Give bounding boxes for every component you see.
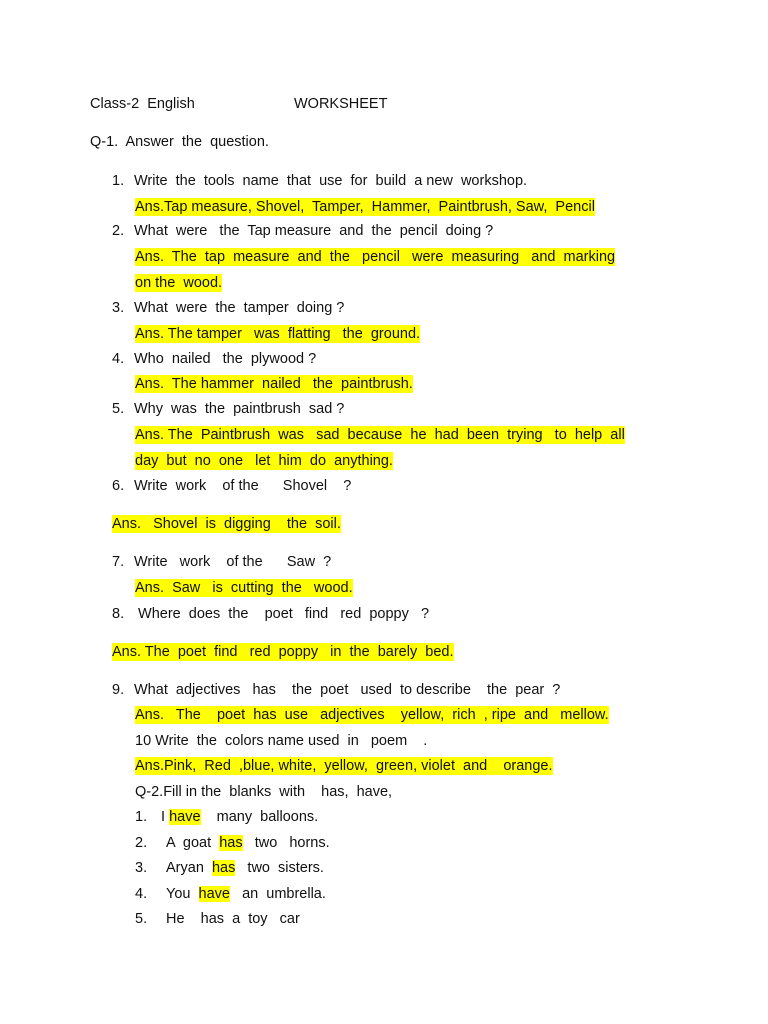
answer-2-line-2: on the wood.: [135, 275, 223, 291]
question-8: 8. Where does the poet find red poppy ?: [112, 606, 430, 622]
fill-blank-3: 3. Aryan has two sisters.: [135, 860, 324, 876]
answer-6: Ans. Shovel is digging the soil.: [112, 516, 341, 532]
fill-blank-2: 2. A goat has two horns.: [135, 835, 330, 851]
question-6: 6. Write work of the Shovel ?: [112, 478, 352, 494]
answer-fill-4: have: [198, 886, 230, 902]
question-1: 1. Write the tools name that use for build a new workshop.: [112, 173, 528, 189]
answer-fill-2: has: [219, 835, 243, 851]
q1-heading: Q-1. Answer the question.: [90, 134, 269, 150]
question-5: 5. Why was the paintbrush sad ?: [112, 401, 345, 417]
fill-blank-5: 5. He has a toy car: [135, 911, 300, 927]
answer-7: Ans. Saw is cutting the wood.: [135, 580, 353, 596]
class-label: Class-2 English: [90, 96, 195, 112]
answer-3: Ans. The tamper was flatting the ground.: [135, 326, 421, 342]
answer-4: Ans. The hammer nailed the paintbrush.: [135, 376, 413, 392]
question-4: 4. Who nailed the plywood ?: [112, 351, 317, 367]
answer-10: Ans.Pink, Red ,blue, white, yellow, green, violet and orange.: [135, 758, 553, 774]
question-3: 3. What were the tamper doing ?: [112, 300, 345, 316]
answer-8: Ans. The poet find red poppy in the barely bed.: [112, 644, 454, 660]
question-2: 2. What were the Tap measure and the pencil doing ?: [112, 223, 494, 239]
question-10: 10 Write the colors name used in poem .: [135, 733, 428, 749]
answer-1: Ans.Tap measure, Shovel, Tamper, Hammer, Paintbrush, Saw, Pencil: [135, 199, 595, 215]
answer-fill-1: have: [169, 809, 201, 825]
q2-heading: Q-2.Fill in the blanks with has, have,: [135, 784, 393, 800]
question-9: 9. What adjectives has the poet used to describe the pear ?: [112, 682, 561, 698]
answer-fill-3: has: [211, 860, 236, 876]
answer-9: Ans. The poet has use adjectives yellow, rich , ripe and mellow.: [135, 707, 609, 723]
answer-2-line-1: Ans. The tap measure and the pencil were measuring and marking: [135, 249, 616, 265]
worksheet-title: WORKSHEET: [294, 96, 388, 112]
fill-blank-1: 1. I have many balloons.: [135, 809, 319, 825]
question-7: 7. Write work of the Saw ?: [112, 554, 332, 570]
answer-5-line-1: Ans. The Paintbrush was sad because he had been trying to help all: [135, 427, 625, 443]
fill-blank-4: 4. You have an umbrella.: [135, 886, 326, 902]
answer-5-line-2: day but no one let him do anything.: [135, 453, 393, 469]
